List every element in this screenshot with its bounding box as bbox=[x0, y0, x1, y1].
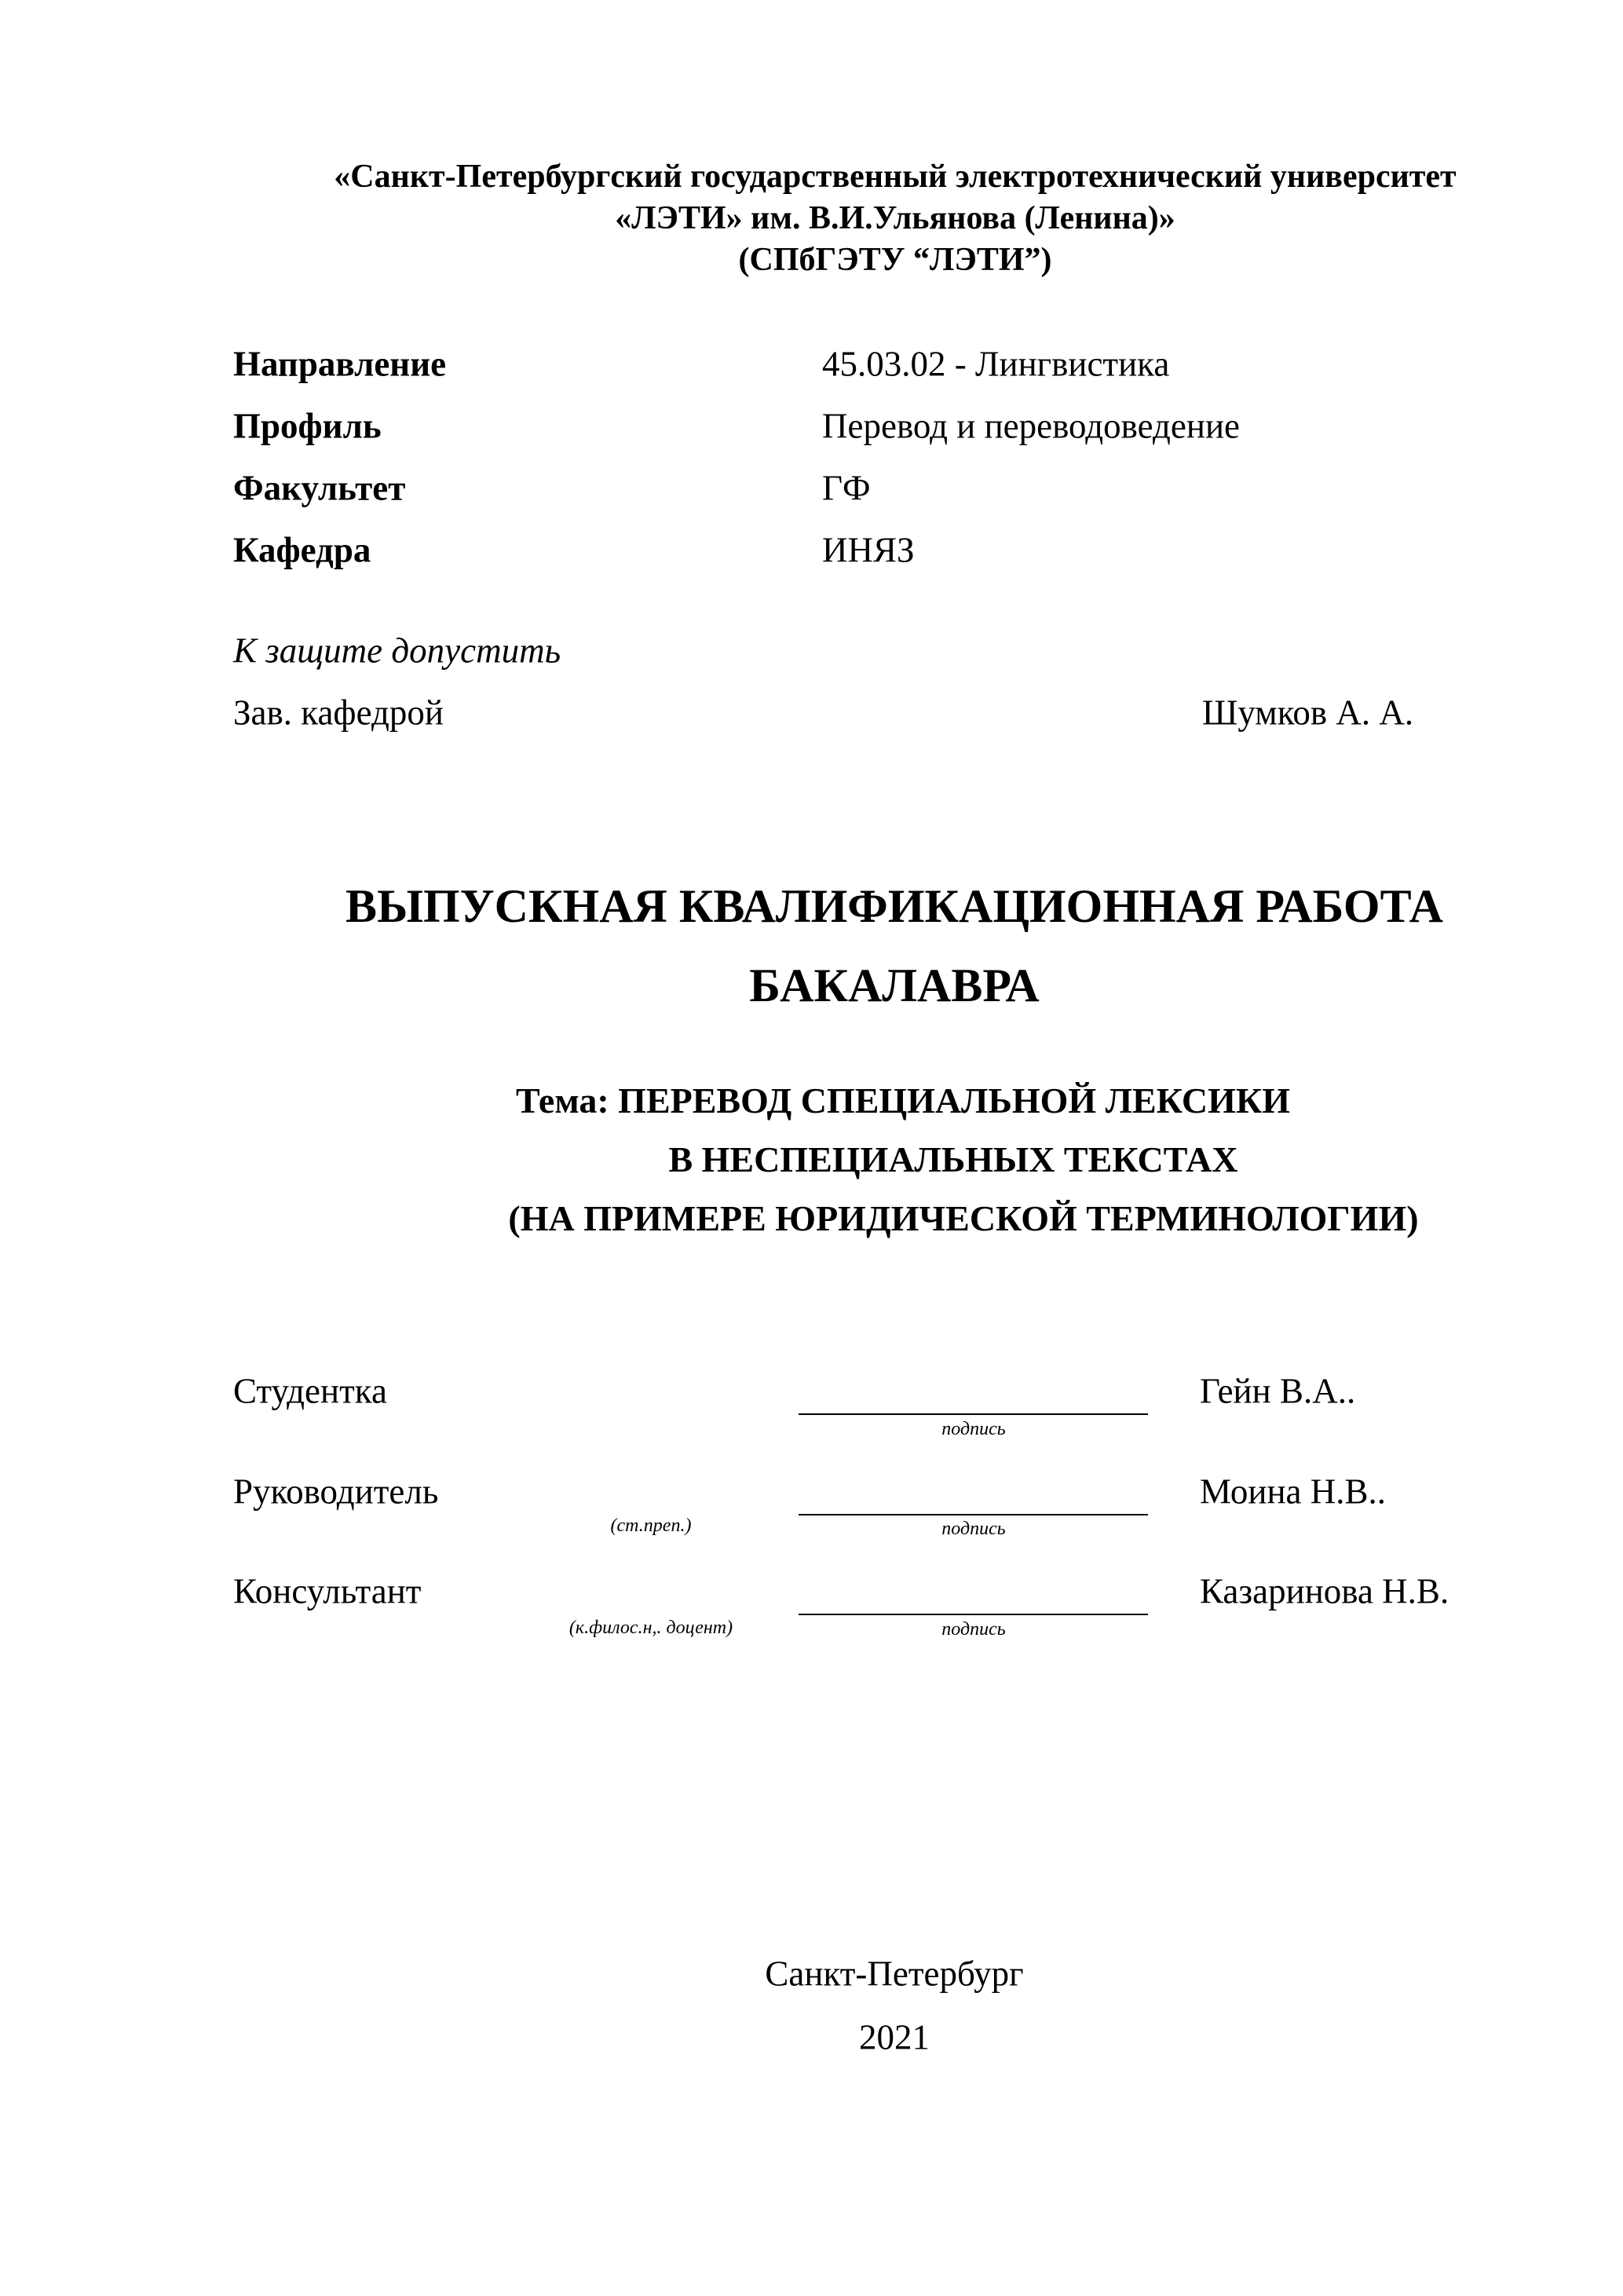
signature-position-supervisor: (ст.преп.) bbox=[610, 1515, 692, 1536]
info-label-faculty: Факультет bbox=[233, 468, 406, 508]
university-name-line2: «ЛЭТИ» им. В.И.Ульянова (Ленина)» bbox=[615, 200, 1175, 236]
footer-year: 2021 bbox=[859, 2017, 930, 2057]
signature-line bbox=[799, 1514, 1148, 1515]
info-label-direction: Направление bbox=[233, 344, 447, 384]
info-label-department: Кафедра bbox=[233, 530, 371, 570]
signature-line bbox=[799, 1614, 1148, 1615]
theme-line3: (НА ПРИМЕРЕ ЮРИДИЧЕСКОЙ ТЕРМИНОЛОГИИ) bbox=[508, 1198, 1419, 1238]
info-value-profile: Перевод и переводоведение bbox=[822, 406, 1241, 446]
approval-name: Шумков А. А. bbox=[1202, 693, 1414, 733]
signature-line bbox=[799, 1413, 1148, 1415]
signature-name-student: Гейн В.А.. bbox=[1200, 1371, 1356, 1411]
theme-line2: В НЕСПЕЦИАЛЬНЫХ ТЕКСТАХ bbox=[668, 1139, 1238, 1179]
signature-caption: подпись bbox=[941, 1419, 1006, 1439]
signature-name-supervisor: Моина Н.В.. bbox=[1200, 1472, 1387, 1512]
signature-role-supervisor: Руководитель bbox=[233, 1472, 439, 1512]
signature-name-consultant: Казаринова Н.В. bbox=[1200, 1571, 1449, 1611]
info-label-profile: Профиль bbox=[233, 406, 382, 446]
university-abbreviation: (СПбГЭТУ “ЛЭТИ”) bbox=[738, 242, 1052, 278]
signature-role-student: Студентка bbox=[233, 1371, 387, 1411]
signature-role-consultant: Консультант bbox=[233, 1571, 422, 1611]
university-name: «Санкт-Петербургский государственный электротехнический университет bbox=[334, 159, 1457, 195]
info-value-faculty: ГФ bbox=[822, 468, 871, 508]
approval-note: К защите допустить bbox=[233, 631, 561, 671]
footer-city: Санкт-Петербург bbox=[765, 1954, 1024, 1994]
signature-position-consultant: (к.филос.н,. доцент) bbox=[568, 1618, 733, 1638]
theme-line1: Тема: ПЕРЕВОД СПЕЦИАЛЬНОЙ ЛЕКСИКИ bbox=[515, 1080, 1291, 1121]
document-title-line2: БАКАЛАВРА bbox=[749, 960, 1040, 1011]
signature-caption: подпись bbox=[941, 1619, 1006, 1640]
document-title: ВЫПУСКНАЯ КВАЛИФИКАЦИОННАЯ РАБОТА bbox=[345, 880, 1443, 932]
info-value-department: ИНЯЗ bbox=[822, 530, 915, 570]
signature-caption: подпись bbox=[941, 1519, 1006, 1539]
approval-role: Зав. кафедрой bbox=[233, 693, 444, 733]
info-value-direction: 45.03.02 - Лингвистика bbox=[822, 344, 1170, 384]
